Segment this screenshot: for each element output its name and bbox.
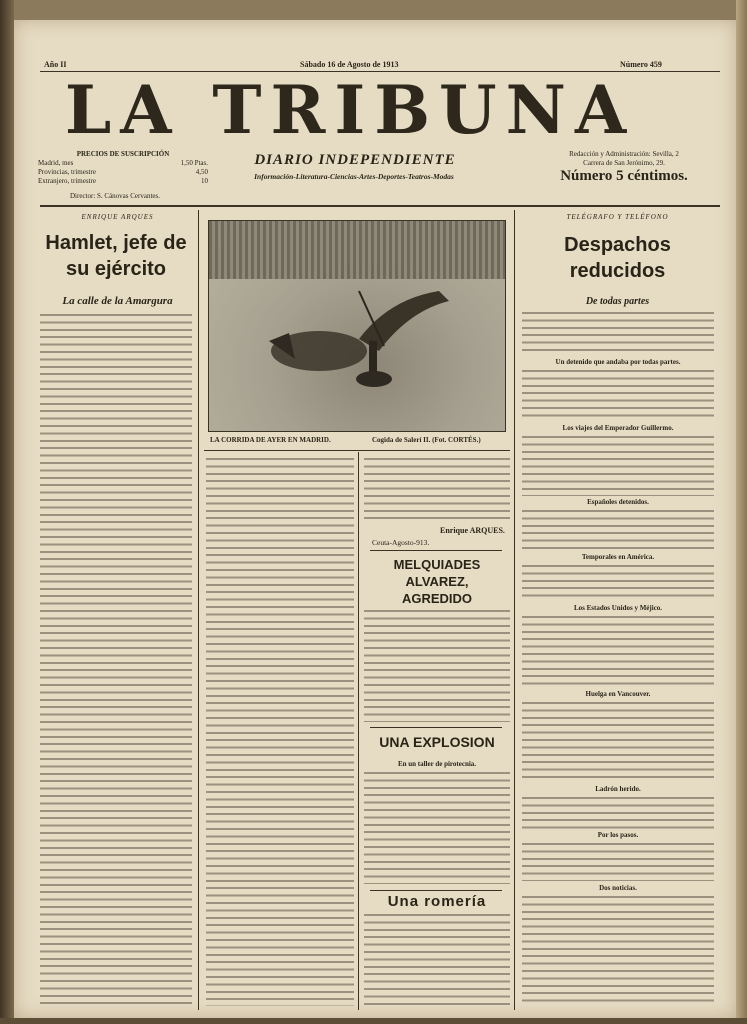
dispatch-body [522, 510, 714, 550]
subscription-box [38, 150, 208, 186]
page-bottom-shadow [0, 1018, 747, 1024]
story-explosion-subhead: En un taller de pirotecnia. [397, 760, 477, 768]
center-left-article-body [206, 458, 354, 1006]
story-explosion-body [364, 772, 510, 884]
book-spine [0, 0, 14, 1024]
subscription-row: Extranjero, trimestre 10 [38, 177, 208, 185]
subscription-row: Madrid, mes 1,50 Ptas. [38, 159, 208, 167]
dispatch-body [522, 702, 714, 782]
masthead-subtitle: DIARIO INDEPENDIENTE [254, 152, 456, 168]
page-top-shadow [0, 0, 747, 20]
admin-address: Redacción y Administración: Sevilla, 2 Carrera de San Jerónimo, 29. [569, 150, 679, 167]
dispatch-subhead: Temporales en América. [581, 553, 655, 561]
story-melquiades-headline: MELQUIADES ALVAREZ, AGREDIDO [393, 557, 481, 606]
subscription-row: Provincias, trimestre 4,50 [38, 168, 208, 176]
story-romeria-body [364, 914, 510, 1006]
bullfight-photo [208, 220, 506, 432]
story-melquiades-body [364, 610, 510, 722]
story-romeria-headline: Una romería [387, 893, 487, 910]
subscription-title: PRECIOS DE SUSCRIPCIÓN [76, 150, 170, 158]
issue-number: Número 459 [620, 60, 662, 69]
dispatch-body [522, 896, 714, 1004]
dispatch-body [522, 565, 714, 601]
date-label: Sábado 16 de Agosto de 1913 [300, 60, 399, 69]
dispatch-body [522, 370, 714, 422]
dispatch-body [522, 436, 714, 496]
dispatch-subhead: Por los pasos. [597, 831, 639, 839]
director-line: Director: S. Cánovas Cervantes. [70, 192, 161, 200]
dispatch-body [522, 843, 714, 881]
photo-caption-left: LA CORRIDA DE AYER EN MADRID. [210, 436, 331, 444]
dispatch-subhead: Españoles detenidos. [587, 498, 649, 506]
dispatch-subhead: Los Estados Unidos y Méjico. [573, 604, 663, 612]
photo-caption-right: Cogida de Salerí II. (Fot. CORTÉS.) [372, 436, 481, 444]
dispatch-body [522, 797, 714, 829]
center-right-article-body [364, 458, 510, 522]
left-kicker: ENRIQUE ARQUES [81, 213, 154, 221]
article-place-date: Ceuta-Agosto-913. [372, 538, 430, 547]
masthead-title: LA TRIBUNA [64, 71, 636, 149]
price-line: Número 5 céntimos. [560, 168, 688, 184]
dispatch-subhead: Huelga en Vancouver. [585, 690, 651, 698]
left-article-body [40, 314, 192, 1004]
bullfight-figures [209, 221, 505, 431]
left-section-title: La calle de la Amargura [62, 295, 173, 307]
article-signature: Enrique ARQUES. [440, 526, 505, 535]
right-kicker: TELÉGRAFO Y TELÉFONO [566, 213, 669, 221]
right-headline: Despachos reducidos [564, 234, 671, 282]
dispatch-body [522, 616, 714, 688]
page-edge [736, 0, 747, 1024]
dispatch-subhead: Ladrón herido. [595, 785, 641, 793]
year-label: Año II [44, 60, 67, 69]
left-headline: Hamlet, jefe de su ejército [45, 232, 187, 280]
dispatch-subhead: Los viajes del Emperador Guillermo. [562, 424, 674, 432]
dispatch-body [522, 312, 714, 356]
masthead-sections: Información-Literatura-Ciencias-Artes-Deportes-Teatros-Modas [254, 172, 454, 181]
right-section-title: De todas partes [585, 296, 650, 307]
dispatch-subhead: Un detenido que andaba por todas partes. [555, 358, 681, 366]
dispatch-subhead: Dos noticias. [599, 884, 637, 892]
story-explosion-headline: UNA EXPLOSION [379, 734, 495, 750]
